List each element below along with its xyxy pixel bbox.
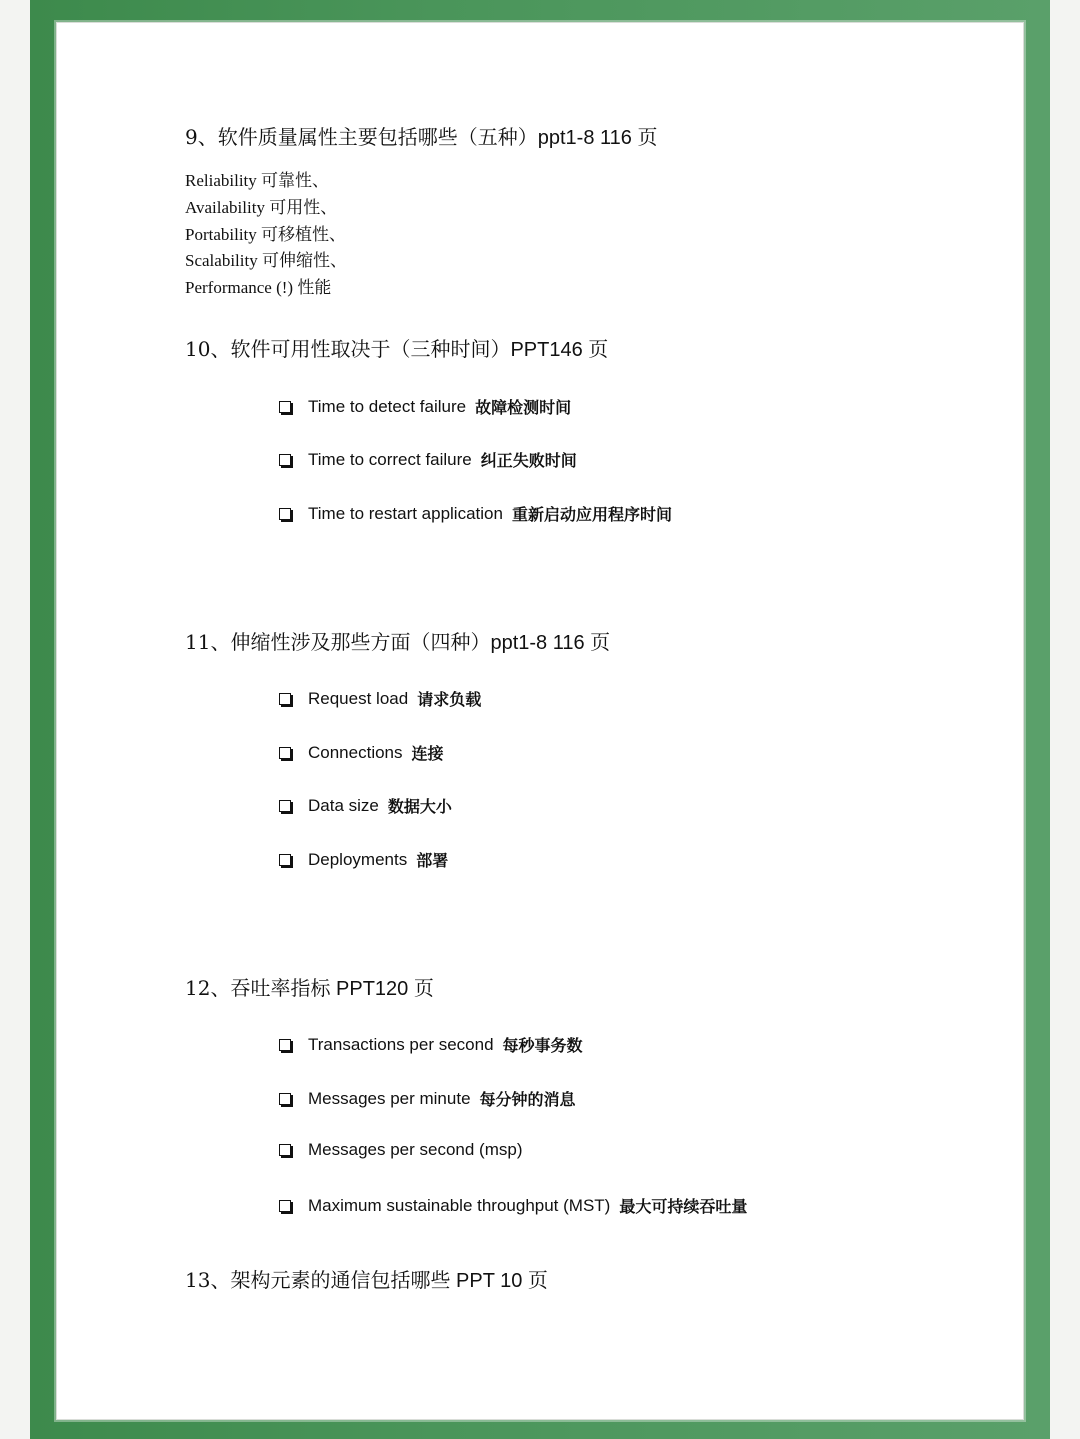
checkbox-bullet-icon [279, 1039, 291, 1051]
list-item: Data size 数据大小 [279, 794, 452, 817]
checkbox-bullet-icon [279, 508, 291, 520]
list-item: Connections 连接 [279, 741, 444, 764]
checkbox-bullet-icon [279, 693, 291, 705]
list-item: Time to restart application 重新启动应用程序时间 [279, 502, 672, 525]
checkbox-bullet-icon [279, 1144, 291, 1156]
question-9-heading: 9、软件质量属性主要包括哪些（五种）ppt1-8 116 页 [185, 125, 658, 149]
checkbox-bullet-icon [279, 1093, 291, 1105]
question-9-list [185, 168, 657, 302]
question-10-heading: 10、软件可用性取决于（三种时间）PPT146 页 [185, 337, 609, 361]
list-item: Request load 请求负载 [279, 687, 481, 710]
question-12 [185, 972, 434, 1001]
list-item: Time to detect failure 故障检测时间 [279, 395, 571, 418]
question-11 [185, 626, 610, 655]
list-item: Reliability 可靠性、 [185, 171, 330, 190]
checkbox-bullet-icon [279, 454, 291, 466]
checkbox-bullet-icon [279, 854, 291, 866]
question-11-heading: 11、伸缩性涉及那些方面（四种）ppt1-8 116 页 [185, 630, 611, 654]
checkbox-bullet-icon [279, 747, 291, 759]
list-item: Messages per second (msp) [279, 1140, 531, 1160]
list-item: Time to correct failure 纠正失败时间 [279, 448, 577, 471]
list-item: Messages per minute 每分钟的消息 [279, 1087, 576, 1110]
question-12-heading: 12、吞吐率指标 PPT120 页 [185, 976, 434, 1000]
question-13-heading: 13、架构元素的通信包括哪些 PPT 10 页 [185, 1268, 548, 1292]
checkbox-bullet-icon [279, 1200, 291, 1212]
document-page [56, 22, 1024, 1420]
checkbox-bullet-icon [279, 800, 291, 812]
question-10 [185, 333, 608, 362]
list-item: Maximum sustainable throughput (MST) 最大可持续吞吐量 [279, 1194, 747, 1217]
list-item: Scalability 可伸缩性、 [185, 251, 347, 271]
checkbox-bullet-icon [279, 401, 291, 413]
question-13 [185, 1264, 548, 1293]
question-9 [185, 121, 657, 302]
list-item: Transactions per second 每秒事务数 [279, 1033, 583, 1056]
list-item: Availability 可用性、 [185, 197, 338, 217]
list-item: Deployments 部署 [279, 848, 448, 871]
list-item: Performance (!) 性能 [185, 278, 332, 298]
list-item: Portability 可移植性、 [185, 224, 347, 244]
